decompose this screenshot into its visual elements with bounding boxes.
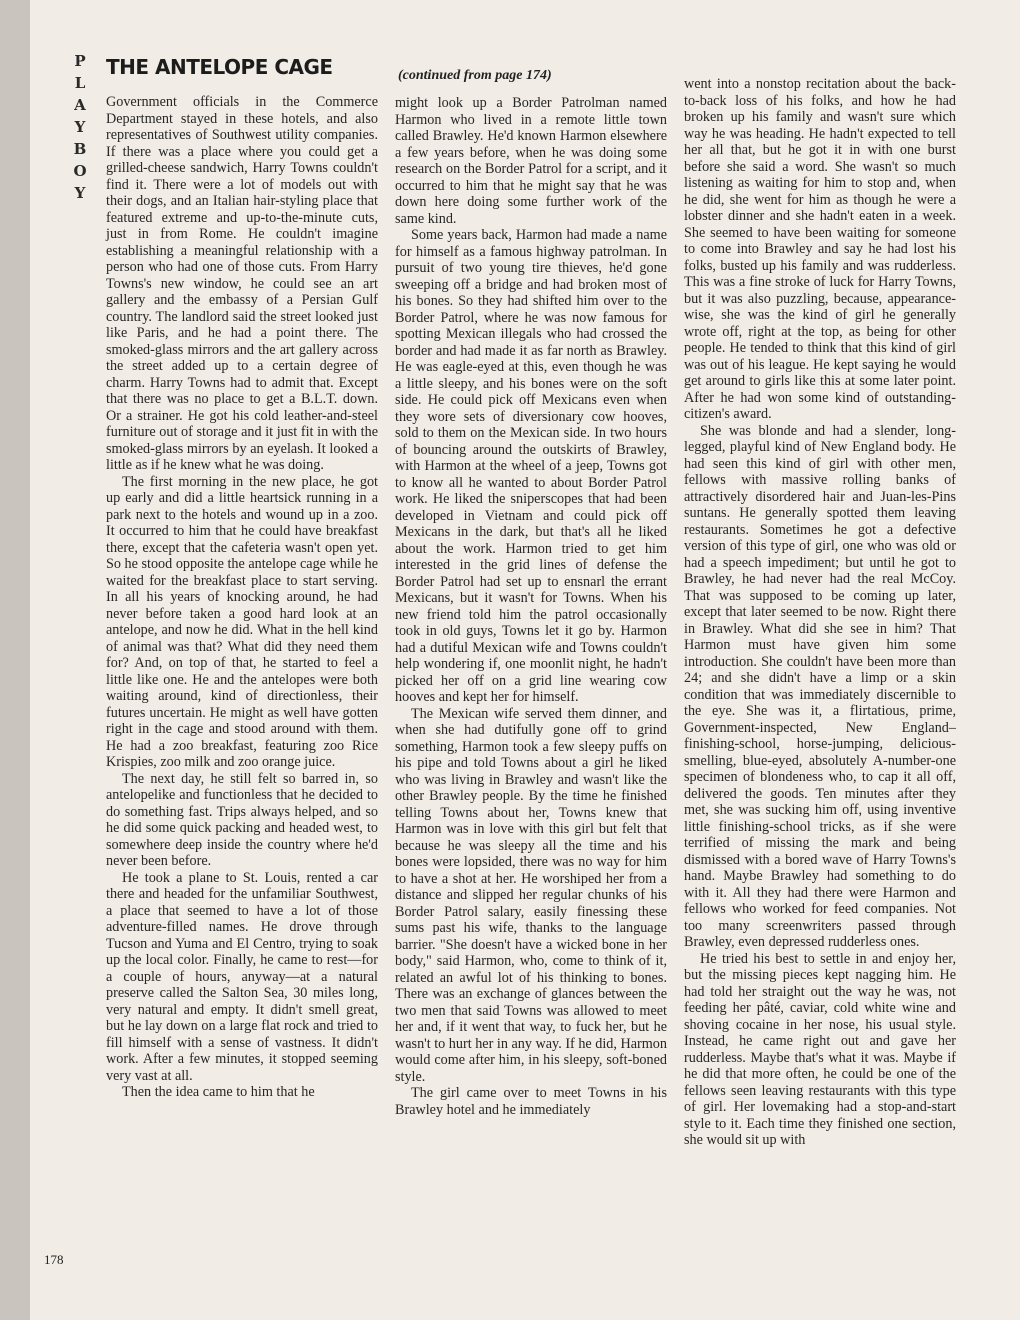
magazine-letter: P (74, 52, 86, 70)
magazine-letter: A (74, 96, 86, 114)
paragraph: Then the idea came to him that he (122, 1084, 315, 1100)
article-title: THE ANTELOPE CAGE (106, 55, 333, 79)
text-column-2 (395, 95, 667, 1118)
continued-note: (continued from page 174) (398, 68, 552, 83)
magazine-letter: O (73, 162, 87, 180)
paragraph: Government officials in the Commerce Department stayed in these hotels, and also representatives of Southwest utility companies. If there was a place where you could get a grilled-cheese sandwich, Harry Towns couldn't find it. There were a lot of models out with their dogs, and an Italian hair-styling place that featured extreme and up-to-the-minute cuts, just in from Rome. He couldn't imagine establishing a meaningful relationship with a person who had one of those cuts. From Harry Towns's new window, he could see an art gallery and the embassy of a Persian Gulf country. The landlord said the street looked just like Paris, and he had a point there. The smoked-glass mirrors and the art gallery across the street added up to a certain degree of charm. Harry Towns had to admit that. Except that there was no place to get a B.L.T. down. Or a strainer. He got his cold leather-and-steel furniture out of storage and it just fit in with the smoked-glass mirrors by an eyelash. It looked a little as if he knew what he was doing. (106, 94, 378, 473)
text-column-3 (684, 76, 956, 1149)
magazine-name-vertical (65, 50, 95, 204)
paragraph: He tried his best to settle in and enjoy her, but the missing pieces kept nagging him. He had told her straight out the way he was, not feeding her pâté, caviar, cold white wine and shoving cocaine in her nose, his usual style. Instead, he came right out and gave her rudderless. Maybe that's what it was. Maybe if he did that more often, he could be one of the fellows seen leaving restaurants with this type of girl. Her lovemaking had a stop-and-start style to it. Each time they finished one section, she would sit up with (684, 950, 956, 1148)
paragraph: might look up a Border Patrolman named Harmon who lived in a remote little town called Brawley. He'd known Harmon elsewhere a few years before, when he was doing some research on the Border Patrol for a script, and it occurred to him that he might say that he was down here doing some further work of the same kind. (395, 95, 667, 227)
paragraph: The Mexican wife served them dinner, and when she had dutifully gone off to grind something, Harmon took a few sleepy puffs on his pipe and told Towns about a girl he liked who was living in Brawley and wasn't like the other Brawley people. By the time he finished telling Towns about her, Towns knew that Harmon was in love with this girl but felt that because he was sleepy all the time and his bones were lopsided, there was no way for him to have a shot at her. He worshiped her from a distance and slipped her regular chunks of his Border Patrol salary, easily finessing these sums past his wife, thanks to the language barrier. "She doesn't have a wicked bone in her body," said Harmon, who, come to think of it, related an awful lot of his thinking to bones. There was an exchange of glances between the two men that said Towns was allowed to meet her and, if it went that way, to fuck her, but he wasn't to hurt her in any way. If he did, Harmon would come after him, in his sleepy, soft-boned style. (395, 705, 667, 1085)
magazine-letter: Y (74, 184, 86, 202)
page-number: 178 (44, 1252, 64, 1267)
paragraph: The first morning in the new place, he got up early and did a little heartsick running in a park next to the hotels and wound up in a zoo. It occurred to him that he could have breakfast there, except that the cafeteria wasn't open yet. So he stood opposite the antelope cage while he waited for the breakfast place to start serving. In all his years of knocking around, he had never before taken a good hard look at an antelope, and now he did. What in the hell kind of animal was that? What did they need them for? And, on top of that, he started to feel a little like one. He and the antelopes were both waiting around, kind of directionless, their futures uncertain. He might as well have gotten right in the cage and stood around with them. He had a zoo breakfast, featuring zoo Rice Krispies, zoo milk and zoo orange juice. (106, 473, 378, 770)
magazine-letter: B (73, 140, 87, 158)
magazine-letter: Y (74, 118, 86, 136)
paragraph: The next day, he still felt so barred in, so antelopelike and functionless that he decided to do something fast. Trips always helped, and so he did some quick packing and headed west, to somewhere deep inside the country where he'd never been before. (106, 770, 378, 869)
text-column-1 (106, 94, 378, 1101)
paragraph: He took a plane to St. Louis, rented a car there and headed for the unfamiliar Southwest, a place that seemed to have a lot of those adventure-filled names. He drove through Tucson and Yuma and El Centro, trying to soak up the local color. Finally, he came to rest—for a couple of hours, anyway—at a natural preserve called the Salton Sea, 30 miles long, very natural and empty. It didn't smell great, but he lay down on a large flat rock and tried to fill himself with a sense of vastness. It didn't work. After a few minutes, it stopped seeming very vast at all. (106, 869, 378, 1084)
paragraph: Some years back, Harmon had made a name for himself as a famous highway patrolman. In pursuit of two young tire thieves, he'd gone sweeping off a bridge and had broken most of his bones. So they had shifted him over to the Border Patrol, where he was now famous for spotting Mexican illegals who had crossed the border and had made it as far north as Brawley. He was eagle-eyed at this, even though he was a little sleepy, and his bones were on the soft side. He could pick off Mexicans even when they wore sets of diversionary cow hooves, sold to them on the Mexican side. In two hours of bouncing around the outskirts of Brawley, with Harmon at the wheel of a jeep, Towns got to know all he wanted to about Border Patrol work. He liked the sniperscopes that had been developed in Vietnam and could pick off Mexicans in the dark, but that's all he liked about the work. Harmon tried to get him interested in the grid lines of defense the Border Patrol had set up to ensnarl the errant Mexicans, but it wasn't for Towns. When his new friend told him the patrol occasionally took in old guys, Towns let it go by. Harmon had a dutiful Mexican wife and Towns couldn't help wondering if, one moonlit night, he hadn't picked her off on a grid line wearing cow hooves and kept her for himself. (395, 227, 667, 705)
paragraph: The girl came over to meet Towns in his Brawley hotel and he immediately (395, 1085, 667, 1118)
paragraph: went into a nonstop recitation about the back-to-back loss of his folks, and how he had broken up his family and wasn't sure which way he was heading. He hadn't expected to tell her all that, but he got it in with one burst before she said a word. She wasn't so much listening as waiting for him to stop and, when he did, she went for him as though he were a lobster dinner and she hadn't eaten in a week. She seemed to have been waiting for someone to come into Brawley and say he had lost his folks, busted up his family and was rudderless. This was a fine stroke of luck for Harry Towns, but it was also puzzling, because, appearance-wise, she was the kind of girl he generally wrote off, right at the top, as being for other people. He tended to think that this kind of girl was out of his league. He kept saying he would get around to girls like this at some later point. After he had won some kind of outstanding-citizen's award. (684, 76, 956, 422)
paragraph: She was blonde and had a slender, long-legged, playful kind of New England body. He had seen this kind of girl with other men, fellows with massive rolling banks of attractively disordered hair and Juan-les-Pins suntans. He generally spotted them leaving restaurants. Sometimes he got a defective version of this type of girl, one who was old or had a speech impediment; but until he got to Brawley, he had never had the real McCoy. That was supposed to be coming up later, except that later seemed to be now. Right there in Brawley. What did she see in him? That Harmon must have given him some introduction. She couldn't have been more than 24; and she didn't have a limp or a skin condition that was immediately discernible to the eye. She was it, a flirtatious, prime, Government-inspected, New England–finishing-school, horse-jumping, delicious-smelling, blue-eyed, absolutely A-number-one specimen of blondeness who, to cap it all off, delivered the goods. Ten minutes after they met, she was sucking him off, using inventive little finishing-school tricks, as if she were terrified of missing the mark and being dismissed with a bored wave of Harry Towns's hand. Maybe Brawley had something to do with it. All they had there were Harmon and fellows who worked for feed companies. Not too many screenwriters passed through Brawley, even depressed rudderless ones. (684, 422, 956, 950)
magazine-letter: L (74, 74, 86, 92)
